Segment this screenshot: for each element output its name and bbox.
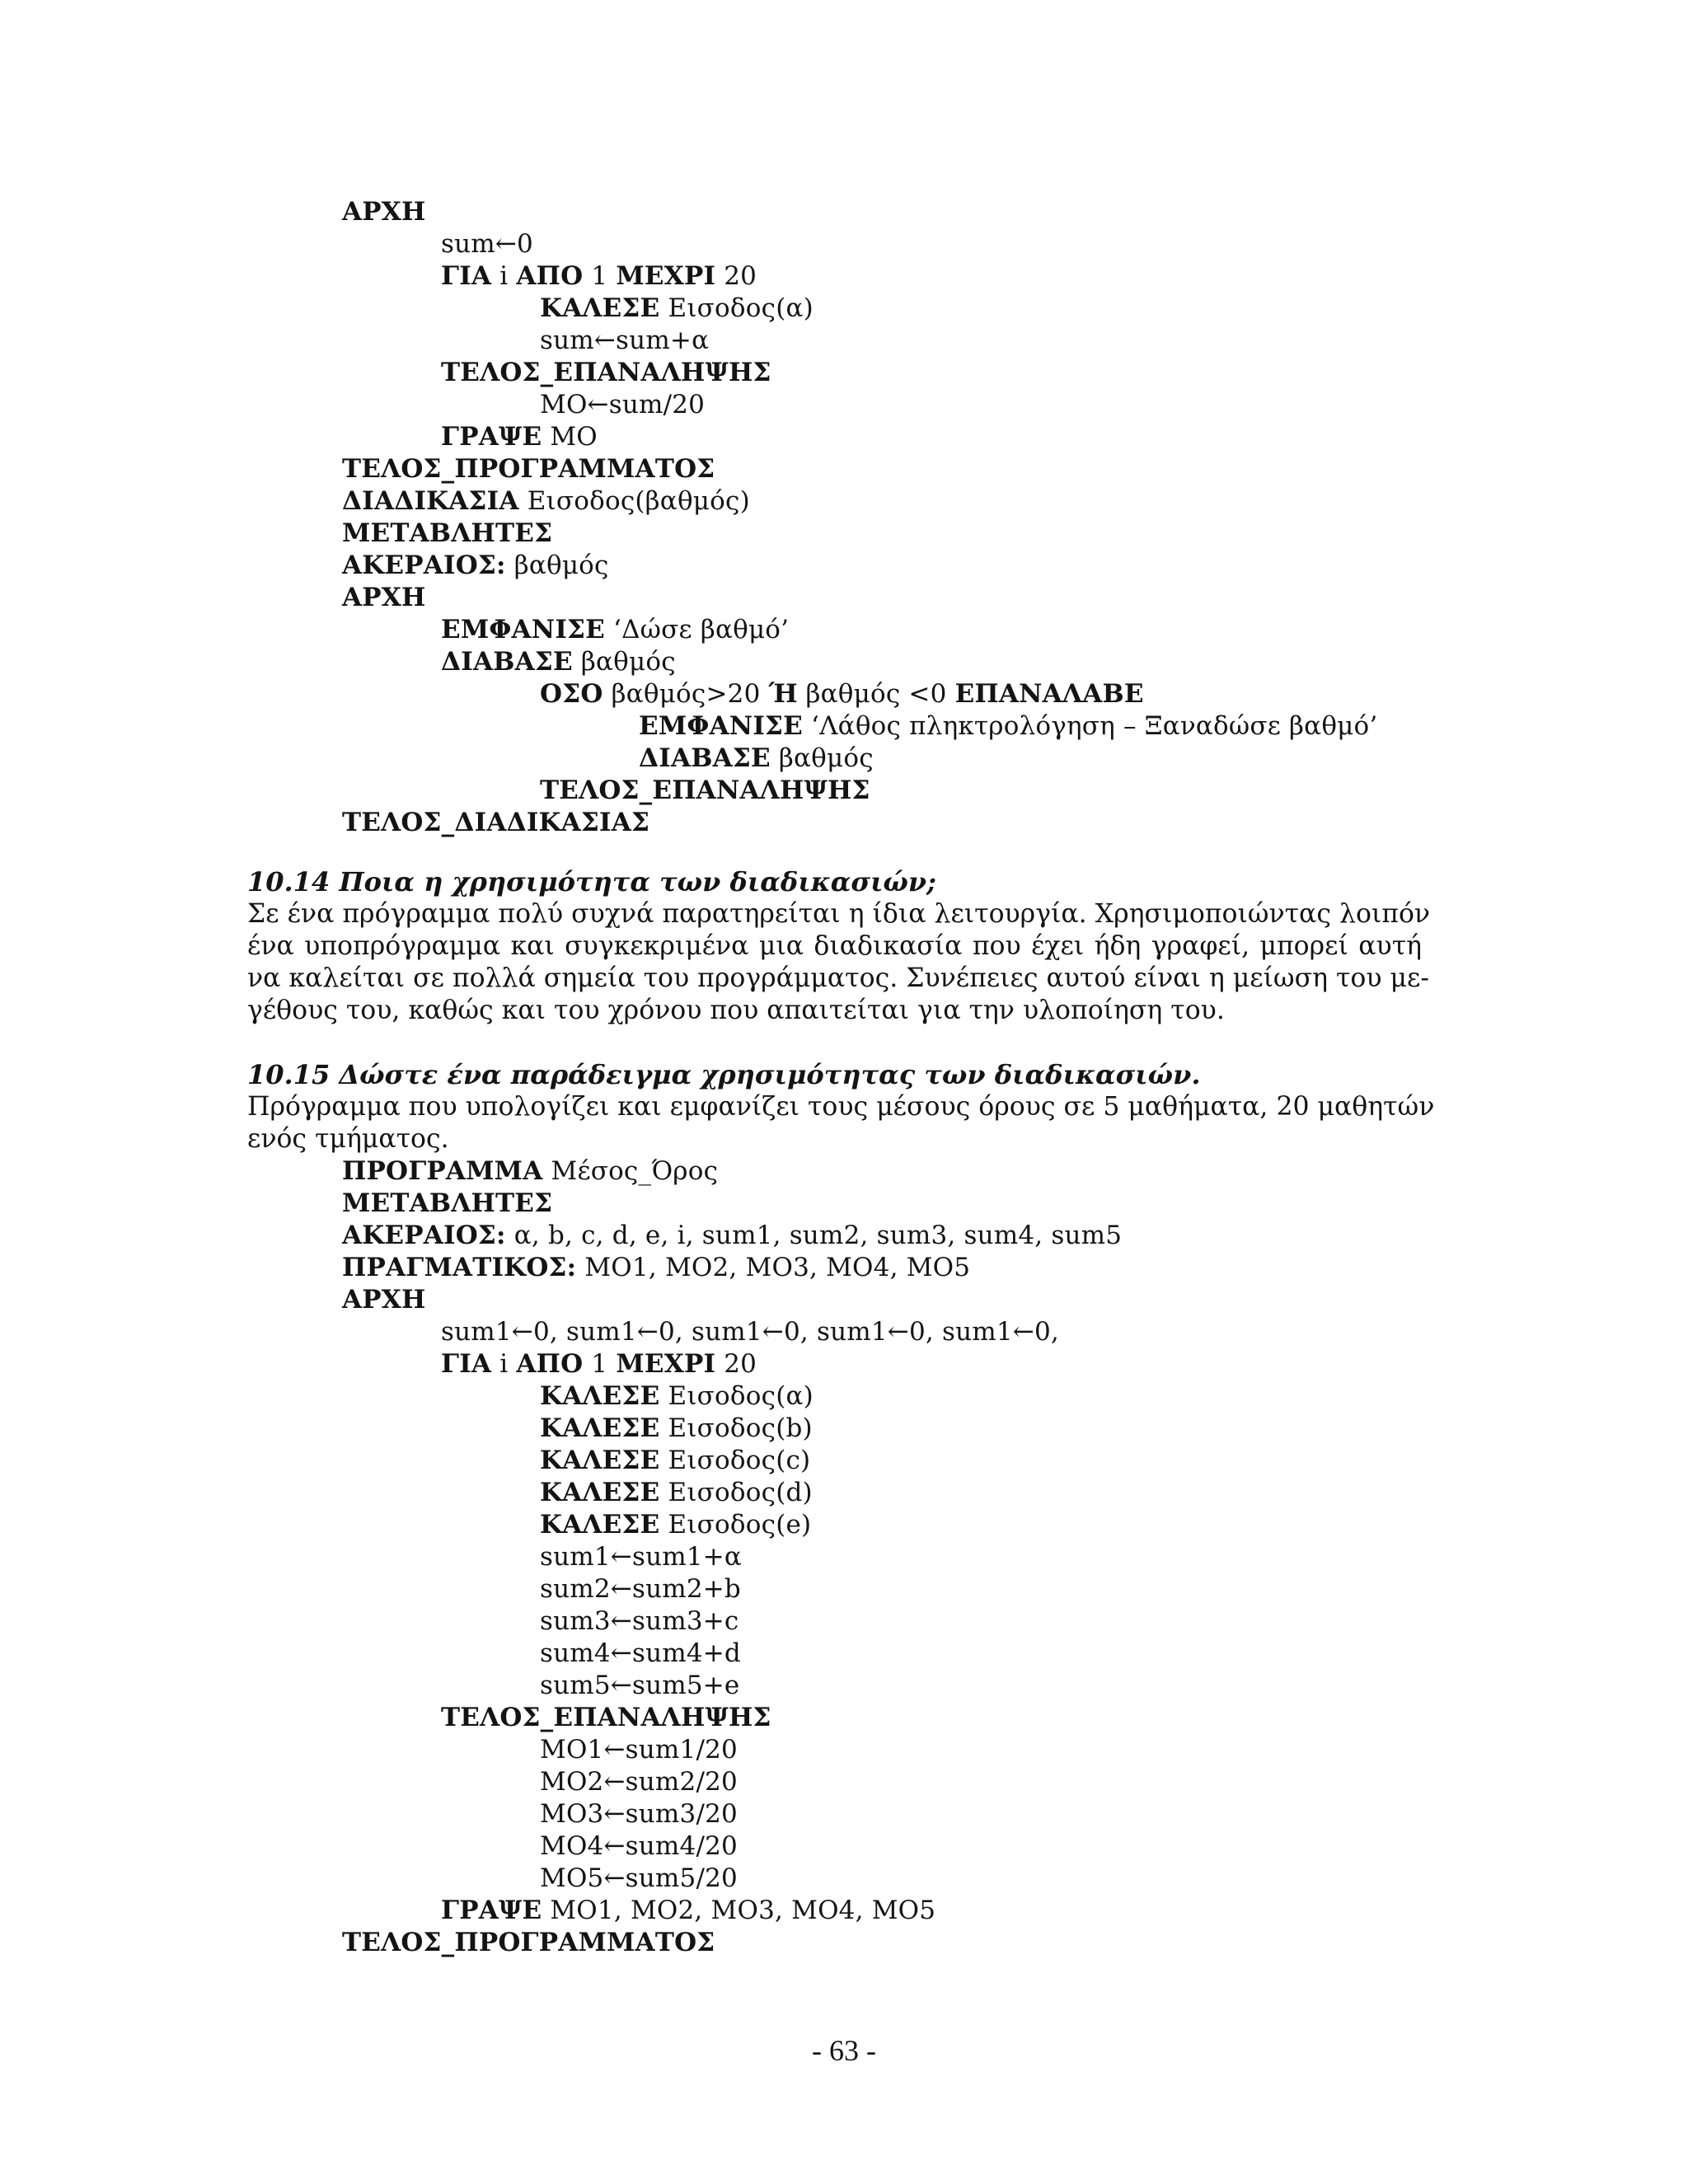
code-line: sum←sum+α bbox=[540, 326, 710, 355]
code-line bbox=[342, 1252, 970, 1284]
code-text: i bbox=[491, 261, 517, 291]
keyword: Ή bbox=[768, 679, 798, 709]
keyword: ΓΙΑ bbox=[441, 261, 492, 291]
keyword: ΑΚΕΡΑΙΟΣ: bbox=[342, 551, 506, 580]
paragraph bbox=[247, 898, 1431, 1027]
code-text: i bbox=[491, 1349, 517, 1379]
code-line bbox=[540, 1413, 813, 1445]
code-text: Εισοδος(c) bbox=[659, 1446, 811, 1475]
code-line: sum4←sum4+d bbox=[540, 1638, 741, 1668]
code-text: ‘Δώσε βαθμό’ bbox=[604, 615, 790, 644]
code-line bbox=[639, 743, 874, 775]
code-text: ΜΟ1, ΜΟ2, ΜΟ3, ΜΟ4, ΜΟ5 bbox=[542, 1896, 936, 1925]
paragraph-line: γέθους του, καθώς και του χρόνου που απαιτείται για την υλοποίηση του. bbox=[247, 996, 1225, 1025]
code-line bbox=[441, 1348, 757, 1380]
code-line: ΤΕΛΟΣ_ΕΠΑΝΑΛΗΨΗΣ bbox=[540, 776, 870, 805]
keyword: ΑΠΟ bbox=[516, 1349, 584, 1379]
code-text: ΜΟ1, ΜΟ2, ΜΟ3, ΜΟ4, ΜΟ5 bbox=[576, 1253, 971, 1282]
code-line bbox=[441, 646, 676, 678]
code-line: ΤΕΛΟΣ_ΔΙΑΔΙΚΑΣΙΑΣ bbox=[342, 808, 650, 837]
code-line: ΤΕΛΟΣ_ΕΠΑΝΑΛΗΨΗΣ bbox=[441, 1703, 771, 1732]
code-line bbox=[441, 260, 757, 293]
code-line: sum3←sum3+c bbox=[540, 1606, 739, 1636]
keyword: ΔΙΑΔΙΚΑΣΙΑ bbox=[342, 486, 519, 516]
paragraph-line: να καλείται σε πολλά σημεία του προγράμματος. Συνέπειες αυτού είναι η μείωση του με- bbox=[247, 963, 1429, 993]
code-line bbox=[540, 1380, 814, 1413]
paragraph-line: Σε ένα πρόγραμμα πολύ συχνά παρατηρείται η ίδια λειτουργία. Χρησιμοποιώντας λοιπόν bbox=[247, 899, 1431, 929]
code-text: α, b, c, d, e, i, sum1, sum2, sum3, sum4, sum5 bbox=[505, 1221, 1123, 1250]
code-line: ΜΟ3←sum3/20 bbox=[540, 1799, 738, 1829]
section-heading: 10.14 Ποια η χρησιμότητα των διαδικασιών; bbox=[247, 866, 936, 898]
code-line: ΜΕΤΑΒΛΗΤΕΣ bbox=[342, 1188, 553, 1218]
code-text: Εισοδος(e) bbox=[659, 1510, 812, 1540]
code-line: sum5←sum5+e bbox=[540, 1671, 740, 1700]
code-line bbox=[342, 1220, 1122, 1252]
keyword: ΚΑΛΕΣΕ bbox=[540, 1478, 660, 1507]
code-line: ΤΕΛΟΣ_ΠΡΟΓΡΑΜΜΑΤΟΣ bbox=[342, 1928, 715, 1957]
code-text: βαθμός <0 bbox=[797, 679, 955, 709]
code-line bbox=[342, 1155, 718, 1188]
keyword: ΑΠΟ bbox=[516, 261, 584, 291]
keyword: ΟΣΟ bbox=[540, 679, 603, 709]
code-text: Εισοδος(b) bbox=[659, 1413, 813, 1443]
code-line: ΜΕΤΑΒΛΗΤΕΣ bbox=[342, 518, 553, 548]
keyword: ΜΕΧΡΙ bbox=[616, 1349, 716, 1379]
code-text: Εισοδος(α) bbox=[659, 293, 814, 323]
keyword: ΚΑΛΕΣΕ bbox=[540, 1413, 660, 1443]
code-line: sum1←sum1+α bbox=[540, 1542, 743, 1572]
code-line bbox=[342, 550, 609, 582]
page-number: - 63 - bbox=[812, 2034, 876, 2067]
code-text: Εισοδος(α) bbox=[659, 1381, 814, 1411]
code-text: Εισοδος(d) bbox=[659, 1478, 813, 1507]
code-line bbox=[540, 678, 1144, 710]
keyword: ΠΡΑΓΜΑΤΙΚΟΣ: bbox=[342, 1253, 577, 1282]
code-line: ΤΕΛΟΣ_ΕΠΑΝΑΛΗΨΗΣ bbox=[441, 358, 771, 387]
code-line: ΤΕΛΟΣ_ΠΡΟΓΡΑΜΜΑΤΟΣ bbox=[342, 454, 715, 484]
keyword: ΕΜΦΑΝΙΣΕ bbox=[639, 711, 803, 741]
code-line bbox=[441, 614, 789, 646]
code-line: ΑΡΧΗ bbox=[342, 583, 426, 612]
code-text: Εισοδος(βαθμός) bbox=[518, 486, 750, 516]
code-text: βαθμός bbox=[572, 647, 676, 677]
code-text: ‘Λάθος πληκτρολόγηση – Ξαναδώσε βαθμό’ bbox=[802, 711, 1378, 741]
code-line bbox=[342, 485, 750, 518]
code-line: ΜΟ1←sum1/20 bbox=[540, 1735, 738, 1765]
code-line bbox=[540, 293, 814, 325]
code-line bbox=[441, 1895, 935, 1927]
keyword: ΓΡΑΨΕ bbox=[441, 422, 542, 452]
code-line bbox=[540, 1477, 813, 1509]
code-line: ΑΡΧΗ bbox=[342, 1285, 426, 1315]
code-line bbox=[540, 1509, 811, 1541]
keyword: ΕΠΑΝΑΛΑΒΕ bbox=[954, 679, 1144, 709]
code-text: 1 bbox=[583, 261, 617, 291]
paragraph bbox=[247, 1091, 1435, 1155]
paragraph-line: ένα υποπρόγραμμα και συγκεκριμένα μια διαδικασία που έχει ήδη γραφεί, μπορεί αυτή bbox=[247, 931, 1422, 961]
code-line bbox=[639, 710, 1377, 743]
keyword: ΚΑΛΕΣΕ bbox=[540, 1510, 660, 1540]
section-heading: 10.15 Δώστε ένα παράδειγμα χρησιμότητας των διαδικασιών. bbox=[247, 1059, 1201, 1090]
code-text: 1 bbox=[583, 1349, 617, 1379]
code-text: βαθμός>20 bbox=[603, 679, 769, 709]
code-text: ΜΟ bbox=[542, 422, 598, 452]
keyword: ΔΙΑΒΑΣΕ bbox=[639, 743, 771, 773]
code-line: sum1←0, sum1←0, sum1←0, sum1←0, sum1←0, bbox=[441, 1317, 1059, 1347]
keyword: ΓΙΑ bbox=[441, 1349, 492, 1379]
code-line: ΜΟ5←sum5/20 bbox=[540, 1863, 738, 1893]
keyword: ΔΙΑΒΑΣΕ bbox=[441, 647, 573, 677]
keyword: ΚΑΛΕΣΕ bbox=[540, 293, 660, 323]
code-line bbox=[540, 1445, 810, 1477]
code-text: 20 bbox=[715, 1349, 757, 1379]
code-text: Μέσος_Όρος bbox=[542, 1156, 719, 1186]
code-text: βαθμός bbox=[505, 551, 609, 580]
code-text: 20 bbox=[715, 261, 757, 291]
keyword: ΚΑΛΕΣΕ bbox=[540, 1381, 660, 1411]
keyword: ΚΑΛΕΣΕ bbox=[540, 1446, 660, 1475]
code-line: sum2←sum2+b bbox=[540, 1574, 741, 1604]
code-text: βαθμός bbox=[770, 743, 874, 773]
keyword: ΓΡΑΨΕ bbox=[441, 1896, 542, 1925]
keyword: ΠΡΟΓΡΑΜΜΑ bbox=[342, 1156, 543, 1186]
code-line: ΜΟ←sum/20 bbox=[540, 390, 706, 419]
code-line bbox=[441, 421, 598, 453]
keyword: ΜΕΧΡΙ bbox=[616, 261, 716, 291]
code-line: ΑΡΧΗ bbox=[342, 197, 426, 227]
code-line: ΜΟ4←sum4/20 bbox=[540, 1831, 738, 1861]
paragraph-line: Πρόγραμμα που υπολογίζει και εμφανίζει τους μέσους όρους σε 5 μαθήματα, 20 μαθητών bbox=[247, 1092, 1435, 1122]
keyword: ΕΜΦΑΝΙΣΕ bbox=[441, 615, 605, 644]
keyword: ΑΚΕΡΑΙΟΣ: bbox=[342, 1221, 506, 1250]
code-line: ΜΟ2←sum2/20 bbox=[540, 1767, 738, 1797]
code-line: sum←0 bbox=[441, 229, 533, 259]
paragraph-line: ενός τμήματος. bbox=[247, 1124, 449, 1154]
